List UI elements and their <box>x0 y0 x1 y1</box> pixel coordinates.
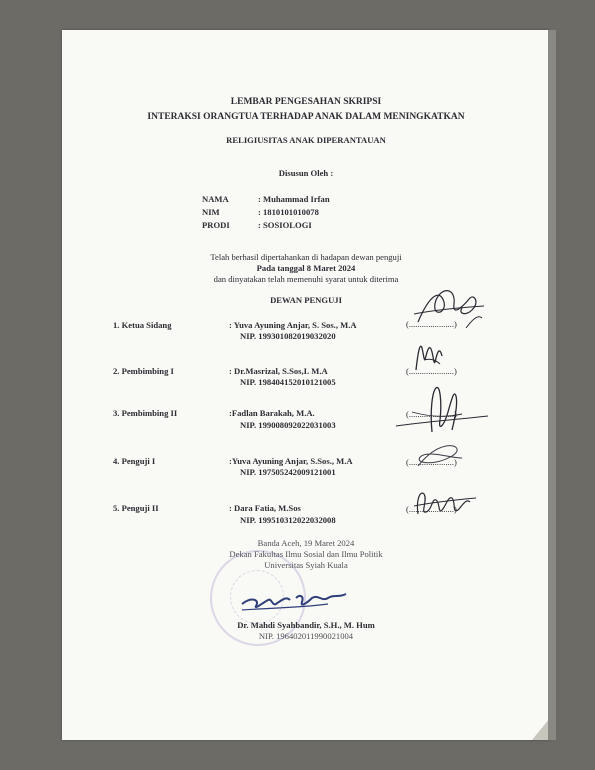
board-member-nip: NIP. 198404152010121005 <box>240 377 336 387</box>
signature-ketua-sidang <box>410 284 490 334</box>
board-member-name: :Yuva Ayuning Anjar, S.Sos., M.A <box>229 456 353 466</box>
signature-penguji-1 <box>412 438 468 474</box>
page-title: LEMBAR PENGESAHAN SKRIPSI <box>230 97 382 107</box>
board-member-name: : Yuva Ayuning Anjar, S. Sos., M.A <box>229 320 357 330</box>
university-name: Universitas Syiah Kuala <box>264 560 348 570</box>
defense-date: Pada tanggal 8 Maret 2024 <box>256 263 356 273</box>
signature-penguji-2 <box>410 484 480 528</box>
board-member-nip: NIP. 199301082019032020 <box>240 331 336 341</box>
author-name-value: : Muhammad Irfan <box>258 194 330 204</box>
board-member-nip: NIP. 199510312022032008 <box>240 515 336 525</box>
dean-nip: NIP. 196402011990021004 <box>258 631 354 641</box>
signature-line: (.....................) <box>406 504 457 514</box>
board-member-nip: NIP. 199008092022031003 <box>240 420 336 430</box>
board-member-name: : Dara Fatia, M.Sos <box>229 503 301 513</box>
author-prodi-value: : SOSIOLOGI <box>258 220 312 230</box>
author-prodi-label: PRODI <box>202 220 230 230</box>
author-name-label: NAMA <box>202 194 229 204</box>
board-role: 4. Penguji I <box>113 456 156 466</box>
board-role: 5. Penguji II <box>113 503 159 513</box>
signature-pembimbing-1 <box>410 338 450 378</box>
signature-pembimbing-2 <box>392 382 492 442</box>
author-heading: Disusun Oleh : <box>278 168 334 178</box>
signature-line: (.....................) <box>406 409 457 419</box>
dean-name: Dr. Mahdi Syahbandir, S.H., M. Hum <box>237 620 375 630</box>
thesis-title-line-1: INTERAKSI ORANGTUA TERHADAP ANAK DALAM MENINGKATKAN <box>147 112 465 122</box>
board-heading: DEWAN PENGUJI <box>270 295 342 305</box>
dean-signature <box>238 582 358 616</box>
author-nim-value: : 1810101010078 <box>258 207 319 217</box>
board-member-name: : Dr.Masrizal, S.Sos,I. M.A <box>229 366 328 376</box>
board-member-nip: NIP. 197505242009121001 <box>240 467 336 477</box>
place-date: Banda Aceh, 19 Maret 2024 <box>257 538 355 548</box>
board-role: 3. Pembimbing II <box>113 408 178 418</box>
board-role: 1. Ketua Sidang <box>113 320 172 330</box>
thesis-title-line-2: RELIGIUSITAS ANAK DIPERANTAUAN <box>226 135 386 145</box>
board-member-name: :Fadlan Barakah, M.A. <box>229 408 315 418</box>
page-edge-shadow <box>548 30 556 740</box>
author-nim-label: NIM <box>202 207 220 217</box>
document-page <box>62 30 550 740</box>
defense-statement-1: Telah berhasil dipertahankan di hadapan dewan penguji <box>210 252 402 262</box>
signature-line: (.....................) <box>406 319 457 329</box>
defense-statement-2: dan dinyatakan telah memenuhi syarat untuk diterima <box>213 274 399 284</box>
board-role: 2. Pembimbing I <box>113 366 174 376</box>
dean-title: Dekan Fakultas Ilmu Sosial dan Ilmu Politik <box>229 549 383 559</box>
signature-line: (.....................) <box>406 457 457 467</box>
signature-line: (.....................) <box>406 366 457 376</box>
